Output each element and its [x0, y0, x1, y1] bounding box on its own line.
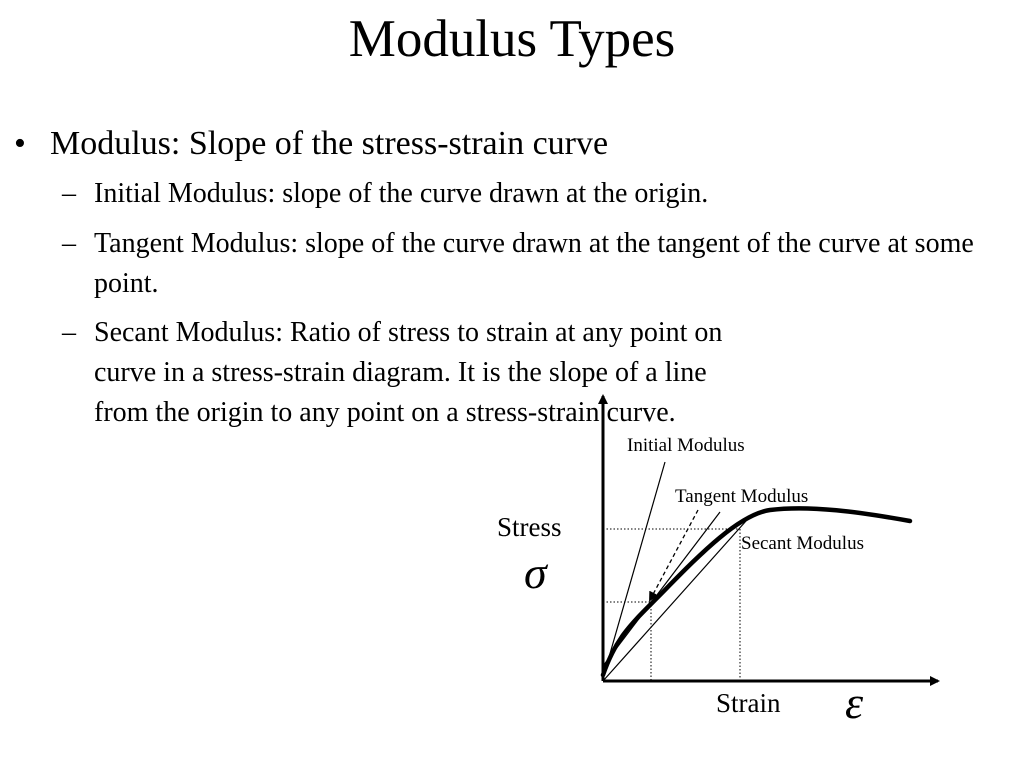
- sub-bullet-text: Tangent Modulus: slope of the curve drawn at the tangent of the curve at some point.: [94, 228, 974, 299]
- dash-marker: –: [62, 317, 76, 348]
- initial-modulus-label: Initial Modulus: [627, 435, 745, 456]
- bullet-marker: •: [14, 125, 26, 162]
- stress-axis-label: Stress: [497, 512, 562, 542]
- slide-title: Modulus Types: [348, 10, 676, 68]
- dash-marker: –: [62, 178, 76, 209]
- sub-bullet-text: Initial Modulus: slope of the curve drawn at the origin.: [94, 178, 709, 209]
- epsilon-symbol: ε: [845, 677, 864, 728]
- secant-modulus-line: [603, 521, 746, 681]
- sigma-symbol: σ: [524, 547, 547, 598]
- main-bullet-text: Modulus: Slope of the stress-strain curve: [50, 125, 609, 162]
- tangent-modulus-line: [603, 512, 720, 666]
- tangent-point-pointer: [650, 510, 698, 600]
- dash-marker: –: [62, 228, 76, 259]
- sub-bullet-text: Secant Modulus: Ratio of stress to strain at any point on curve in a stress-strain diagram. It is the slope of a line from the origin to any point on a stress-strain curve.: [94, 317, 723, 428]
- tangent-modulus-label: Tangent Modulus: [675, 486, 809, 507]
- secant-modulus-label: Secant Modulus: [741, 533, 864, 554]
- strain-axis-label: Strain: [716, 688, 781, 718]
